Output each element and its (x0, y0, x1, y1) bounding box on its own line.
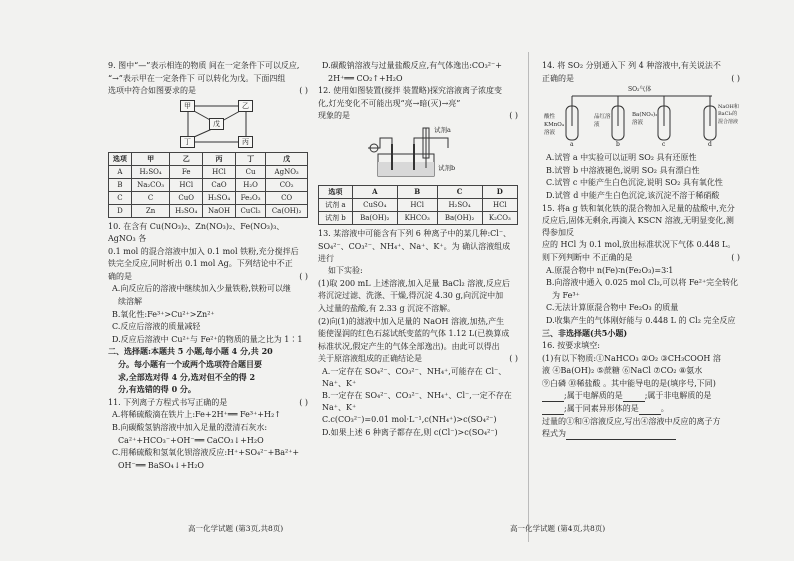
table-cell: NaOH (203, 205, 236, 218)
q9-table (108, 152, 308, 219)
q11-option-a: A.将稀硫酸滴在铁片上:Fe+2H⁺══ Fe³⁺+H₂↑ (112, 410, 281, 420)
table-cell: H₂SO₄ (437, 199, 482, 212)
tube-b-label: 品红溶液 (594, 114, 611, 129)
table-cell: Fe₂O₃ (235, 192, 265, 205)
table-cell: CO (266, 192, 308, 205)
table-header: 丙 (203, 152, 236, 165)
q13-option-b: B.一定存在 SO₄²⁻、CO₃²⁻、NH₄⁺、Cl⁻,一定不存在 Na⁺、K⁺ (322, 391, 512, 412)
q10-option-d: D.反应后溶液中 Cu²⁺与 Fe²⁺的物质的量之比为 1∶1 (112, 334, 303, 344)
section2-line1: 二、选择题:本题共 5 小题,每小题 4 分,共 20 (108, 346, 273, 357)
table-header-row (319, 185, 518, 198)
q10-line2: 0.1 mol 的混合溶液中加入 0.1 mol 铁粉,充分搅拌后 (108, 246, 299, 256)
table-header: 丁 (235, 152, 265, 165)
q13-part2-line2: 能使湿润的红色石蕊试纸变蓝的气体 1.12 L(已换算成 (318, 329, 510, 339)
q13-part1-line2: 将沉淀过滤、洗涤、干燥,得沉淀 4.30 g,向沉淀中加 (318, 291, 504, 301)
table-row (109, 165, 308, 178)
table-header: C (437, 185, 482, 198)
q14-test-tubes (542, 86, 740, 150)
table-cell: Fe (170, 165, 203, 178)
q9-diagram-lines (108, 99, 308, 149)
q12-apparatus (318, 124, 518, 182)
table-header-row (109, 152, 308, 165)
diagram-node-jia: 甲 (180, 100, 195, 112)
section2-line2: 分。每小题有一个或两个选项符合题目要 (118, 359, 262, 370)
q15-option-c: C.无法计算原混合物中 Fe₂O₃ 的质量 (546, 303, 679, 313)
q11-option-d-cont: 2H⁺══ CO₂↑+H₂O (328, 73, 403, 83)
table-row (109, 179, 308, 192)
table-cell: HCl (203, 165, 236, 178)
column-middle (318, 60, 518, 538)
tube-c-label: Ba(NO₃)₂溶液 (632, 112, 658, 127)
section2-line3: 求,全部选对得 4 分,选对但不全的得 2 (118, 371, 256, 382)
page-footer-left: 高一化学试题 (第3页,共8页) (188, 524, 284, 533)
diagram-node-yi: 乙 (238, 100, 253, 112)
table-cell: Ca(OH)₂ (266, 205, 308, 218)
q14-option-d: D.试管 d 中能产生白色沉淀,该沉淀不溶于稀硝酸 (546, 190, 720, 200)
tube-c-letter: c (662, 141, 666, 149)
q16-part1-line2: 液 ④Ba(OH)₂ ⑤蔗糖 ⑥NaCl ⑦CO₂ ⑧氨水 (542, 366, 703, 376)
q13-part1-line3: 入过量的盐酸,有 2.33 g 沉淀不溶解。 (318, 303, 456, 313)
table-cell: CO₂ (266, 179, 308, 192)
table-cell: Ba(OH)₂ (437, 212, 482, 225)
q10-line1: 10. 在含有 Cu(NO₃)₂、Zn(NO₃)₂、Fe(NO₃)₃、AgNO₃ 各 (108, 222, 285, 244)
table-row (109, 205, 308, 218)
q16-part1-line3: ⑨白磷 ⑩稀盐酸 。其中能导电的是(填序号,下同) (542, 378, 716, 388)
q10-option-a-cont: 续溶解 (118, 297, 142, 307)
table-cell: Ba(OH)₂ (352, 212, 397, 225)
table-cell: Cu (235, 165, 265, 178)
table-row (319, 199, 518, 212)
table-cell: Na₂CO₃ (131, 179, 170, 192)
q9-diagram (108, 99, 308, 149)
q13-part2-line3: 标准状况,假定产生的气体全部逸出)。由此可以得出 (318, 341, 500, 351)
q16-part1-line1: (1)有以下物质:①NaHCO₃ ②O₂ ③CH₃COOH 溶 (542, 353, 721, 363)
q15-line2: 反应后,固体无剩余,再滴入 KSCN 溶液,无明显变化,测得参加反 (542, 216, 734, 237)
table-cell: CuO (170, 192, 203, 205)
diagram-node-bing: 丙 (238, 136, 253, 148)
tube-d-letter: d (708, 141, 712, 149)
table-cell: C (131, 192, 170, 205)
page-footer-right: 高一化学试题 (第4页,共8页) (510, 524, 606, 533)
table-cell: KHCO₃ (397, 212, 437, 225)
table-header: 甲 (131, 152, 170, 165)
answer-blank[interactable] (623, 393, 645, 402)
so2-gas-label: SO₂气体 (628, 86, 652, 94)
q9-line3: 选项中符合如图要求的是 ( ) (108, 86, 308, 96)
section3-title: 三、非选择题(共5小题) (542, 327, 628, 338)
table-cell: 试剂 b (319, 212, 353, 225)
table-cell: K₂CO₃ (482, 212, 517, 225)
q13-part2-line4: 关于原溶液组成的正确结论是 ( ) (318, 354, 518, 364)
q15-line4: 则下列判断中 不正确的是 ( ) (542, 252, 740, 262)
q16-part1-line6: 过量的①和④溶液反应,写出④溶液中反应的离子方 (542, 416, 721, 426)
q14-option-c: C.试管 c 中能产生白色沉淀,说明 SO₂ 具有氧化性 (546, 178, 723, 188)
q10-line3: 铁完全反应,同时析出 0.1 mol Ag。下列结论中不正 (108, 259, 293, 269)
answer-blank[interactable] (542, 406, 564, 415)
q10-option-b: B.氧化性:Fe³⁺>Cu²⁺>Zn²⁺ (112, 309, 215, 319)
conductivity-apparatus-icon (318, 124, 518, 182)
table-cell: HCl (170, 179, 203, 192)
table-cell: Zn (131, 205, 170, 218)
table-row (109, 192, 308, 205)
q10-line4: 确的是 ( ) (108, 271, 308, 281)
q11-option-b: B.向碳酸氢钠溶液中加入足量的澄清石灰水: (112, 422, 268, 432)
q13-part2-line1: (2)向(1)的滤液中加入足量的 NaOH 溶液,加热,产生 (318, 316, 505, 326)
q10-option-a: A.向反应后的溶液中继续加入少量铁粉,铁粉可以继 (112, 284, 291, 294)
table-cell: CuCl₂ (235, 205, 265, 218)
label-reagent-a: 试剂a (434, 125, 451, 134)
diagram-node-wu: 戊 (209, 118, 224, 130)
answer-blank[interactable] (542, 393, 564, 402)
q12-line3: 现象的是 ( ) (318, 111, 518, 121)
column-left (108, 60, 308, 538)
table-header: 乙 (170, 152, 203, 165)
q11-option-c: C.用稀硫酸和氢氧化钡溶液反应:H⁺+SO₄²⁻+Ba²⁺+ (112, 448, 300, 458)
label-reagent-b: 试剂b (438, 163, 456, 172)
q15-option-b: B.向溶液中通入 0.025 mol Cl₂,可以将 Fe²⁺完全转化 (546, 278, 739, 288)
table-cell: H₂SO₄ (203, 192, 236, 205)
section2-line4: 分,有选错的得 0 分。 (118, 384, 196, 395)
table-header: D (482, 185, 517, 198)
table-cell: HCl (397, 199, 437, 212)
table-header: 戊 (266, 152, 308, 165)
q9-line2: “→”表示甲在一定条件下 可以转化为戊。下面四组 (108, 73, 286, 83)
table-cell: CuSO₄ (352, 199, 397, 212)
q15-option-d: D.收集产生的气体刚好能与 0.448 L 的 Cl₂ 完全反应 (546, 315, 736, 325)
q16-title: 16. 按要求填空: (542, 341, 600, 351)
q11-title: 11. 下列离子方程式书写正确的是 ( ) (108, 397, 308, 407)
q14-line1: 14. 将 SO₂ 分别通入下 列 4 种溶液中,有关说法不 (542, 61, 721, 70)
q13-part1-line1: (1)取 200 mL 上述溶液,加入足量 BaCl₂ 溶液,反应后 (318, 278, 510, 288)
table-cell: CaO (203, 179, 236, 192)
table-header: A (352, 185, 397, 198)
table-cell: HCl (482, 199, 517, 212)
tube-d-label: NaOH和BaCl₂的混合溶液 (718, 104, 739, 125)
q10-option-c: C.反应后溶液的质量减轻 (112, 322, 201, 332)
answer-blank[interactable] (566, 431, 676, 440)
table-cell: D (109, 205, 132, 218)
q14-line2: 正确的是 ( ) (542, 73, 740, 83)
table-header: 选项 (109, 152, 132, 165)
q11-option-c-cont: OH⁻══ BaSO₄↓+H₂O (118, 460, 204, 470)
tube-b-letter: b (616, 141, 620, 149)
table-cell: 试剂 a (319, 199, 353, 212)
table-cell: AgNO₃ (266, 165, 308, 178)
q12-line1: 12. 使用如图装置(搅拌 装置略)探究溶液离子浓度变 (318, 86, 503, 96)
q16-part1-line4: ;属于电解质的是 ;属于非电解质的是 (542, 390, 740, 402)
table-cell: A (109, 165, 132, 178)
q16-part1-line5: ;属于同素异形体的是 。 (542, 403, 740, 415)
table-header: 选项 (319, 185, 353, 198)
column-right (542, 60, 740, 538)
q15-option-a: A.原混合物中 n(Fe)∶n(Fe₂O₃)=3∶1 (546, 265, 674, 275)
table-row (319, 212, 518, 225)
q12-table (318, 185, 518, 225)
diagram-node-ding: 丁 (180, 136, 195, 148)
q15-line1: 15. 将a g 铁和氧化铁的混合物加入足量的盐酸中,充分 (542, 203, 735, 213)
q11-option-b-cont: Ca²⁺+HCO₃⁻+OH⁻══ CaCO₃↓+H₂O (118, 435, 264, 445)
q12-line2: 化,灯光变化不可能出现“亮→暗(灭)→亮” (318, 98, 461, 108)
q13-line3: 如下实验: (328, 266, 363, 276)
table-cell: H₂SO₄ (131, 165, 170, 178)
q13-option-c: C.c(CO₃²⁻)=0.01 mol·L⁻¹,c(NH₄⁺)>c(SO₄²⁻) (322, 415, 497, 425)
table-cell: H₂O (235, 179, 265, 192)
q11-option-d: D.碳酸钠溶液与过量盐酸反应,有气体逸出:CO₃²⁻+ (322, 61, 502, 70)
tube-a-label: 酸性KMnO₄溶液 (544, 114, 564, 137)
table-header: B (397, 185, 437, 198)
table-cell: H₂SO₄ (170, 205, 203, 218)
q14-option-a: A.试管 a 中实验可以证明 SO₂ 具有还原性 (546, 153, 697, 163)
q13-line2: SO₄²⁻、CO₃²⁻、NH₄⁺、Na⁺、K⁺。为 确认溶液组成进行 (318, 241, 511, 263)
page-divider (528, 52, 529, 542)
q13-line1: 13. 某溶液中可能含有下列 6 种离子中的某几种:Cl⁻、 (318, 229, 512, 239)
table-cell: C (109, 192, 132, 205)
q15-option-b-cont: 为 Fe³⁺ (552, 290, 580, 300)
q13-option-d: D.如果上述 6 种离子都存在,则 c(Cl⁻)>c(SO₄²⁻) (322, 427, 498, 437)
tube-a-letter: a (570, 141, 574, 149)
q9-line1: 9. 图中“—”表示相连的物质 间在一定条件下可以反应, (108, 61, 300, 70)
q13-option-a: A.一定存在 SO₄²⁻、CO₃²⁻、NH₄⁺,可能存在 Cl⁻、Na⁺、K⁺ (322, 366, 507, 388)
q16-part1-line7: 程式为 (542, 428, 740, 440)
q14-option-b: B.试管 b 中溶液褪色,说明 SO₂ 具有漂白性 (546, 165, 700, 175)
table-cell: B (109, 179, 132, 192)
answer-blank[interactable] (639, 406, 661, 415)
q15-line3: 应的 HCl 为 0.1 mol,放出标准状况下气体 0.448 L。 (542, 240, 736, 250)
